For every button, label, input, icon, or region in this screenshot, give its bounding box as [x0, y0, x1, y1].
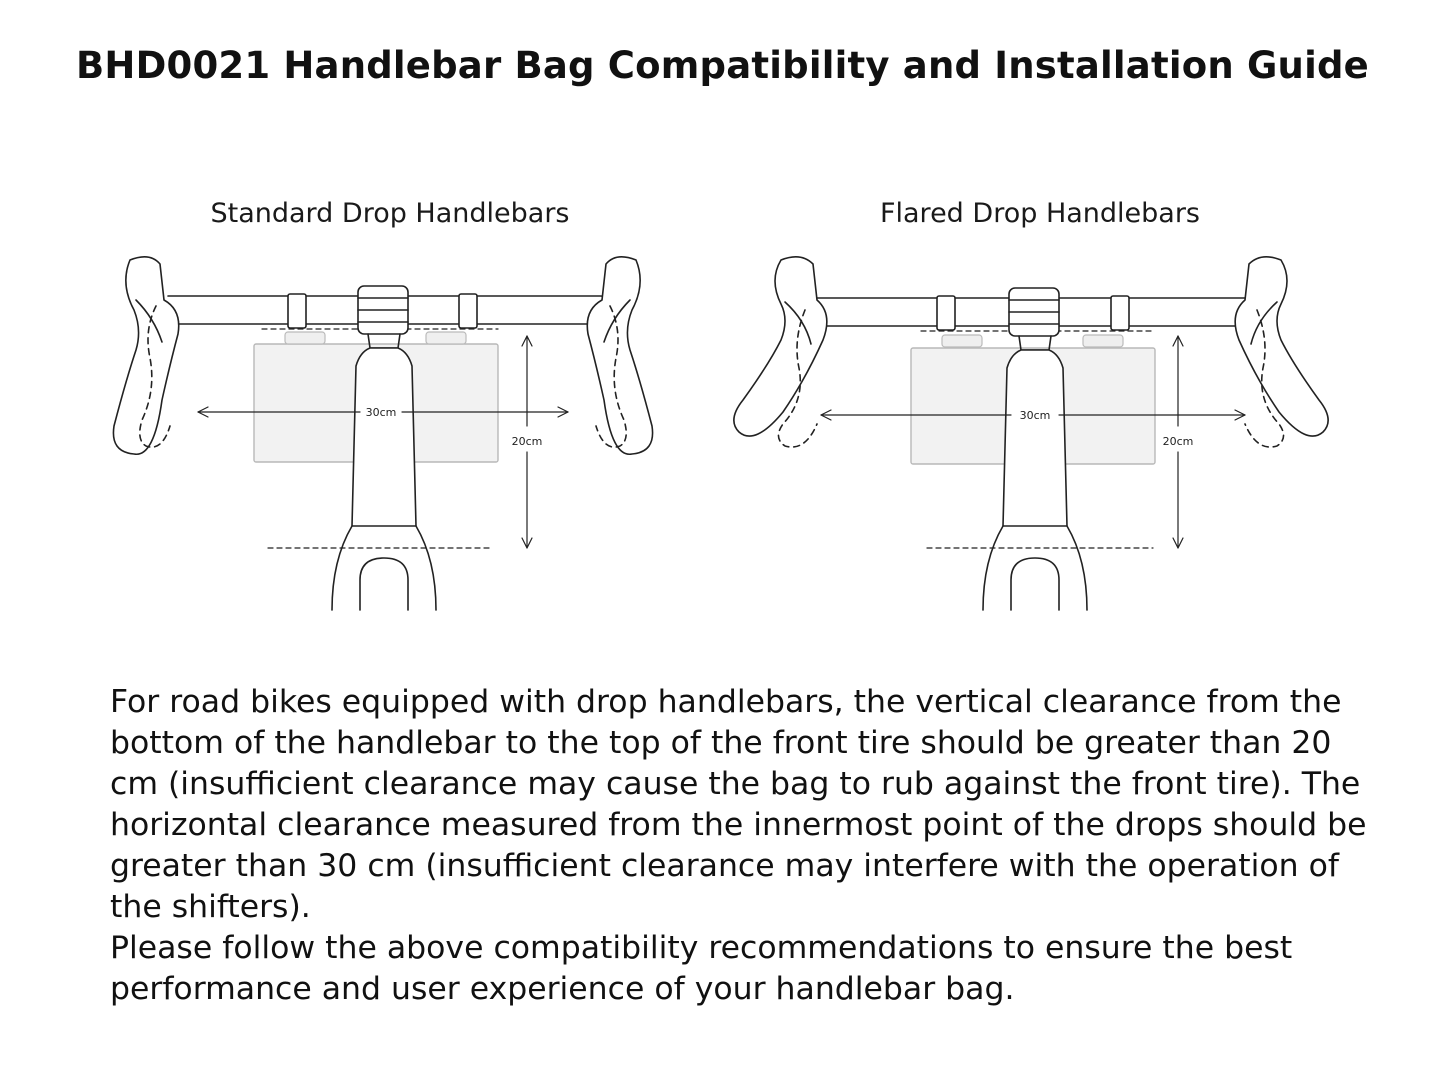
instructions-paragraph-recommendation: Please follow the above compatibility recommendations to ensure the best performance and user experience of your handlebar bag. — [110, 930, 1293, 1007]
clamp-band-left — [288, 294, 306, 328]
height-label: 20cm — [511, 435, 543, 448]
right-drop — [587, 257, 652, 454]
left-drop — [734, 257, 827, 436]
clamp-band-right — [1111, 296, 1129, 330]
clamp-band-left — [937, 296, 955, 330]
standard-drop-heading: Standard Drop Handlebars — [210, 198, 570, 229]
instructions-text — [110, 682, 1370, 1010]
clamp-band-right — [459, 294, 477, 328]
bag-strap-right — [426, 332, 466, 344]
flared-drop-diagram — [725, 240, 1375, 620]
flared-drop-heading: Flared Drop Handlebars — [879, 198, 1201, 229]
height-label: 20cm — [1162, 435, 1194, 448]
bag-strap-left — [285, 332, 325, 344]
width-label: 30cm — [365, 406, 397, 419]
standard-drop-diagram — [70, 240, 720, 620]
width-label: 30cm — [1019, 409, 1051, 422]
bag-strap-right — [1083, 335, 1123, 347]
page-title: BHD0021 Handlebar Bag Compatibility and Installation Guide — [76, 44, 1369, 87]
bag-strap-left — [942, 335, 982, 347]
right-drop — [1235, 257, 1328, 436]
fork — [983, 526, 1087, 610]
fork — [332, 526, 436, 610]
left-drop — [113, 257, 178, 454]
instructions-paragraph-clearance: For road bikes equipped with drop handlebars, the vertical clearance from the bottom of the handlebar to the top of the front tire should be greater than 20 cm (insufficient clearance may cause the bag to rub against the front tire). The horizontal clearance measured from the innermost point of the drops should be greater than 30 cm (insufficient clearance may interfere with the operation of the shifters). — [110, 684, 1367, 925]
